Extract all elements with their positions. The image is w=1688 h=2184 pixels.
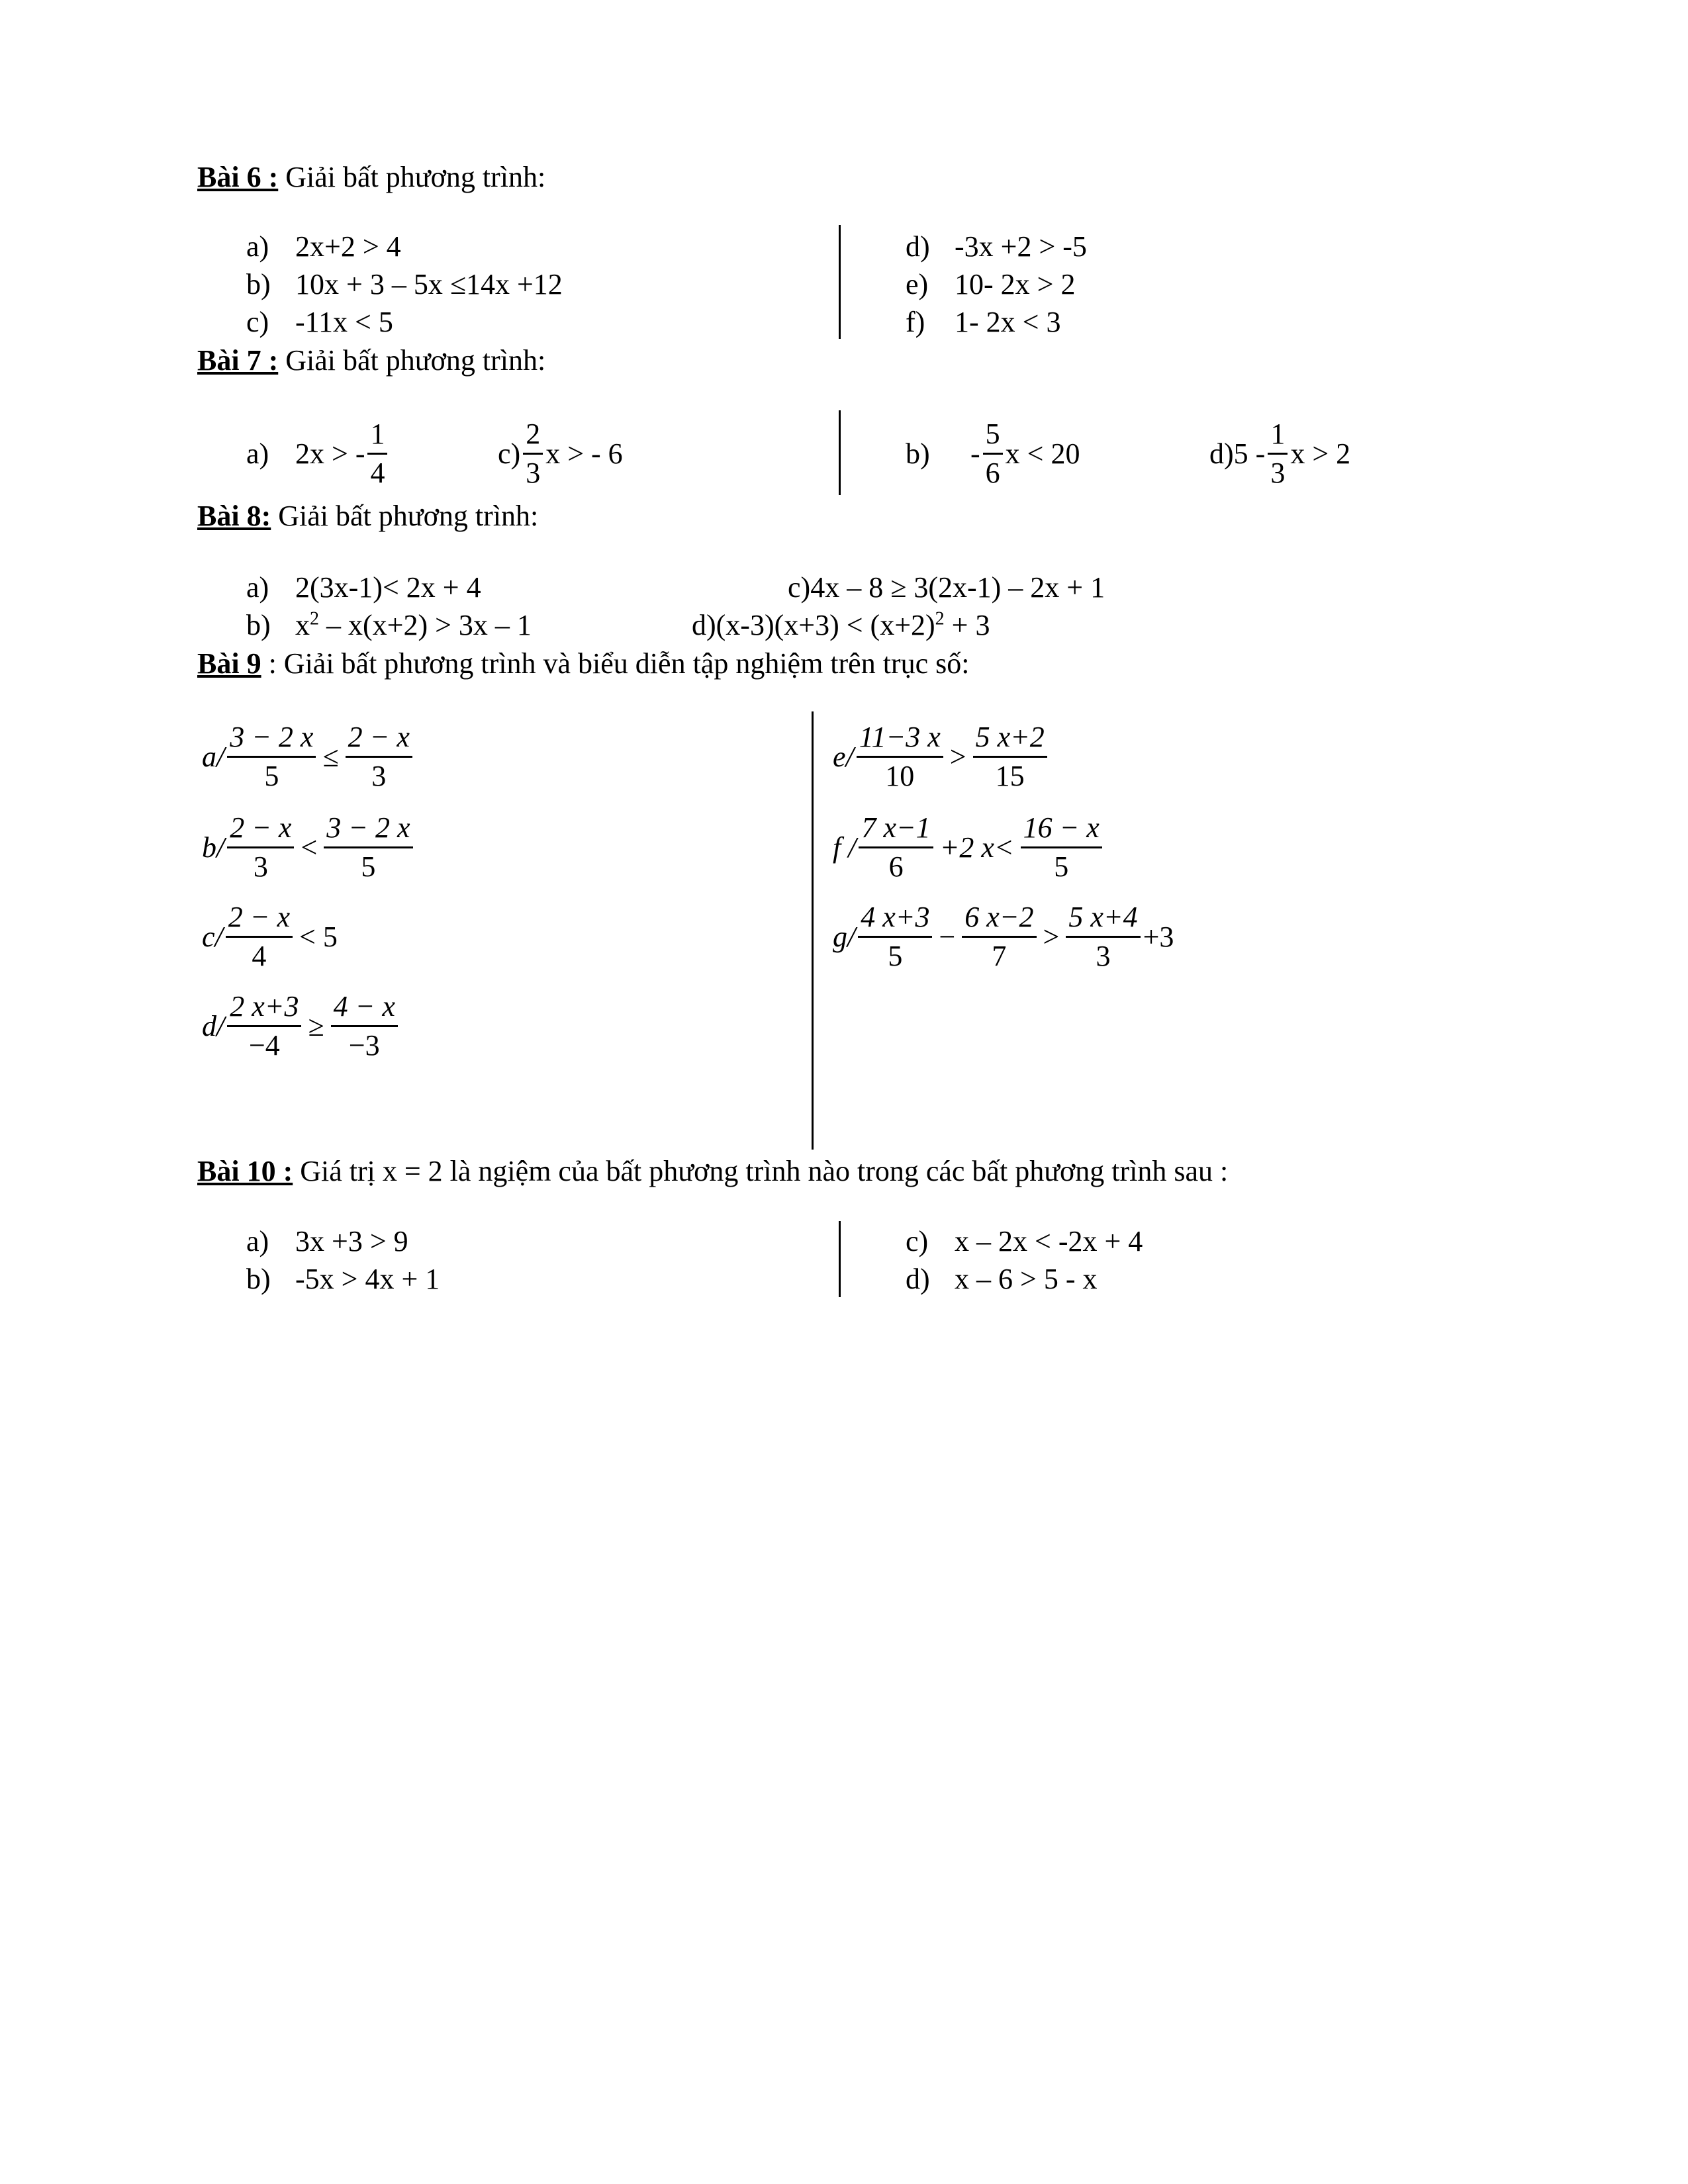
- denominator: 4: [370, 457, 385, 489]
- fraction: [227, 720, 316, 794]
- bai9-item-a: [202, 720, 415, 794]
- item-expr: 4x – 8 ≥ 3(2x-1) – 2x + 1: [810, 571, 1105, 604]
- item-label: d/: [202, 1009, 225, 1042]
- item-expr: -11x < 5: [295, 306, 393, 338]
- denominator: 3: [253, 850, 268, 883]
- bai7-heading: [197, 342, 545, 379]
- bai10-item-d: [906, 1261, 1097, 1298]
- fraction: [346, 720, 412, 794]
- item-expr: -5x > 4x + 1: [295, 1263, 440, 1295]
- item-expr: 1- 2x < 3: [955, 306, 1061, 338]
- numerator: 2 − x: [227, 811, 294, 848]
- bai6-item-d: [906, 228, 1087, 265]
- column-divider: [839, 410, 841, 495]
- bai6-heading: [197, 159, 545, 196]
- bai8-title: Bài 8:: [197, 500, 271, 532]
- operator: +2 x<: [939, 831, 1014, 864]
- bai7-title: Bài 7 :: [197, 344, 279, 377]
- denominator: 3: [526, 457, 541, 489]
- bai10-item-a: [246, 1223, 408, 1260]
- bai8-instruction: Giải bất phương trình:: [271, 500, 539, 532]
- column-divider: [812, 711, 814, 1150]
- exponent: 2: [935, 608, 945, 629]
- denominator: 3: [1096, 940, 1111, 972]
- item-expr: x – 6 > 5 - x: [955, 1263, 1098, 1295]
- bai7-item-a: [246, 417, 390, 490]
- bai9-item-f: [833, 811, 1105, 884]
- item-label: d): [692, 609, 716, 641]
- denominator: 5: [264, 760, 279, 792]
- item-label: f): [906, 306, 925, 338]
- bai10-heading: [197, 1153, 1228, 1190]
- fraction: [983, 417, 1003, 490]
- item-label: b): [906, 437, 930, 470]
- fraction: [227, 811, 294, 884]
- fraction: [859, 811, 933, 884]
- column-divider: [839, 1221, 841, 1297]
- item-expr: x – 2x < -2x + 4: [955, 1225, 1143, 1257]
- expr-pre: x: [295, 609, 310, 641]
- denominator: 5: [888, 940, 903, 972]
- bai9-item-g: [833, 900, 1174, 974]
- item-label: c): [906, 1225, 929, 1257]
- item-label: d): [906, 230, 930, 263]
- denominator: 5: [361, 850, 376, 883]
- bai7-item-d: [1209, 417, 1350, 490]
- fraction: [1066, 900, 1140, 974]
- bai9-item-e: [833, 720, 1050, 794]
- fraction: [227, 989, 301, 1063]
- item-expr: 10x + 3 – 5x ≤14x +12: [295, 268, 563, 300]
- expr-post: – x(x+2) > 3x – 1: [319, 609, 532, 641]
- fraction: [367, 417, 387, 490]
- denominator: 15: [995, 760, 1025, 792]
- numerator: 5 x+2: [973, 720, 1047, 758]
- bai9-item-c: [202, 900, 342, 974]
- denominator: 10: [885, 760, 915, 792]
- denominator: 5: [1054, 850, 1069, 883]
- bai9-heading: [197, 645, 969, 682]
- item-label: a): [246, 571, 269, 604]
- bai6-instruction: Giải bất phương trình:: [278, 161, 546, 193]
- fraction: [226, 900, 293, 974]
- item-expr: 10- 2x > 2: [955, 268, 1076, 300]
- bai6-item-e: [906, 266, 1075, 303]
- item-label: g/: [833, 920, 856, 953]
- item-label: c): [788, 571, 811, 604]
- operator: < 5: [299, 920, 338, 953]
- item-label: f /: [833, 831, 857, 864]
- numerator: 5: [983, 417, 1003, 455]
- numerator: 7 x−1: [859, 811, 933, 848]
- exponent: 2: [310, 608, 319, 629]
- expr-post: + 3: [944, 609, 990, 641]
- bai8-item-a: [246, 569, 481, 606]
- item-expr: 2x+2 > 4: [295, 230, 401, 263]
- bai9-instruction: : Giải bất phương trình và biểu diễn tập nghiệm trên trục số:: [261, 647, 970, 680]
- numerator: 6 x−2: [962, 900, 1036, 938]
- column-divider: [839, 225, 841, 339]
- expr-post: x > 2: [1290, 437, 1351, 470]
- bai7-instruction: Giải bất phương trình:: [278, 344, 546, 377]
- fraction: [523, 417, 543, 490]
- denominator: 3: [1270, 457, 1286, 489]
- item-label: b): [246, 609, 271, 641]
- operator: ≥: [308, 1009, 324, 1042]
- numerator: 2: [523, 417, 543, 455]
- bai8-heading: [197, 498, 538, 535]
- item-label: a/: [202, 740, 225, 773]
- numerator: 4 x+3: [858, 900, 932, 938]
- bai9-item-b: [202, 811, 416, 884]
- numerator: 11−3 x: [857, 720, 943, 758]
- bai10-item-c: [906, 1223, 1143, 1260]
- item-label: d): [906, 1263, 930, 1295]
- fraction: [1021, 811, 1102, 884]
- numerator: 2 − x: [346, 720, 412, 758]
- expr-pre: -: [970, 437, 980, 470]
- item-expr: 3x +3 > 9: [295, 1225, 408, 1257]
- operator: −: [939, 920, 956, 953]
- bai8-item-d: [692, 607, 990, 644]
- bai6-item-c: [246, 304, 393, 341]
- denominator: 6: [888, 850, 904, 883]
- numerator: 2 − x: [226, 900, 293, 938]
- bai6-item-b: [246, 266, 563, 303]
- denominator: 6: [985, 457, 1000, 489]
- bai10-item-b: [246, 1261, 440, 1298]
- denominator: 7: [992, 940, 1007, 972]
- expr-tail: +3: [1143, 920, 1174, 953]
- fraction: [973, 720, 1047, 794]
- bai8-item-b: [246, 607, 532, 644]
- item-label: c): [246, 306, 269, 338]
- bai9-item-d: [202, 989, 400, 1063]
- bai7-item-b: [906, 417, 1080, 490]
- numerator: 2 x+3: [227, 989, 301, 1027]
- bai6-title: Bài 6 :: [197, 161, 279, 193]
- operator: ≤: [322, 740, 339, 773]
- operator: >: [949, 740, 966, 773]
- numerator: 1: [1268, 417, 1288, 455]
- item-label: d): [1209, 437, 1234, 470]
- bai8-item-c: [788, 569, 1105, 606]
- item-label: b): [246, 1263, 271, 1295]
- bai6-item-f: [906, 304, 1060, 341]
- fraction: [331, 989, 398, 1063]
- bai7-item-c: [498, 417, 623, 490]
- item-label: b/: [202, 831, 225, 864]
- item-expr: -3x +2 > -5: [955, 230, 1087, 263]
- numerator: 5 x+4: [1066, 900, 1140, 938]
- bai10-instruction: Giá trị x = 2 là ngiệm của bất phương trình nào trong các bất phương trình sau :: [293, 1155, 1229, 1187]
- operator: >: [1043, 920, 1060, 953]
- item-label: a): [246, 230, 269, 263]
- denominator: −4: [248, 1029, 280, 1062]
- item-label: c): [498, 437, 521, 470]
- fraction: [962, 900, 1036, 974]
- numerator: 3 − 2 x: [227, 720, 316, 758]
- numerator: 16 − x: [1021, 811, 1102, 848]
- numerator: 4 − x: [331, 989, 398, 1027]
- denominator: 4: [252, 940, 267, 972]
- item-label: e/: [833, 740, 854, 773]
- bai6-item-a: [246, 228, 401, 265]
- fraction: [858, 900, 932, 974]
- expr-pre: 5 -: [1233, 437, 1266, 470]
- item-label: a): [246, 1225, 269, 1257]
- item-label: e): [906, 268, 929, 300]
- fraction: [857, 720, 943, 794]
- item-expr: 2(3x-1)< 2x + 4: [295, 571, 481, 604]
- expr-post: x > - 6: [545, 437, 623, 470]
- expr-pre: 2x > -: [295, 437, 365, 470]
- item-label: a): [246, 437, 269, 470]
- expr-post: x < 20: [1005, 437, 1080, 470]
- fraction: [1268, 417, 1288, 490]
- item-label: b): [246, 268, 271, 300]
- denominator: −3: [348, 1029, 380, 1062]
- fraction: [324, 811, 412, 884]
- expr-pre: (x-3)(x+3) < (x+2): [716, 609, 935, 641]
- item-label: c/: [202, 920, 223, 953]
- numerator: 1: [367, 417, 387, 455]
- bai10-title: Bài 10 :: [197, 1155, 293, 1187]
- operator: <: [301, 831, 318, 864]
- bai9-title: Bài 9: [197, 647, 261, 680]
- numerator: 3 − 2 x: [324, 811, 412, 848]
- denominator: 3: [371, 760, 387, 792]
